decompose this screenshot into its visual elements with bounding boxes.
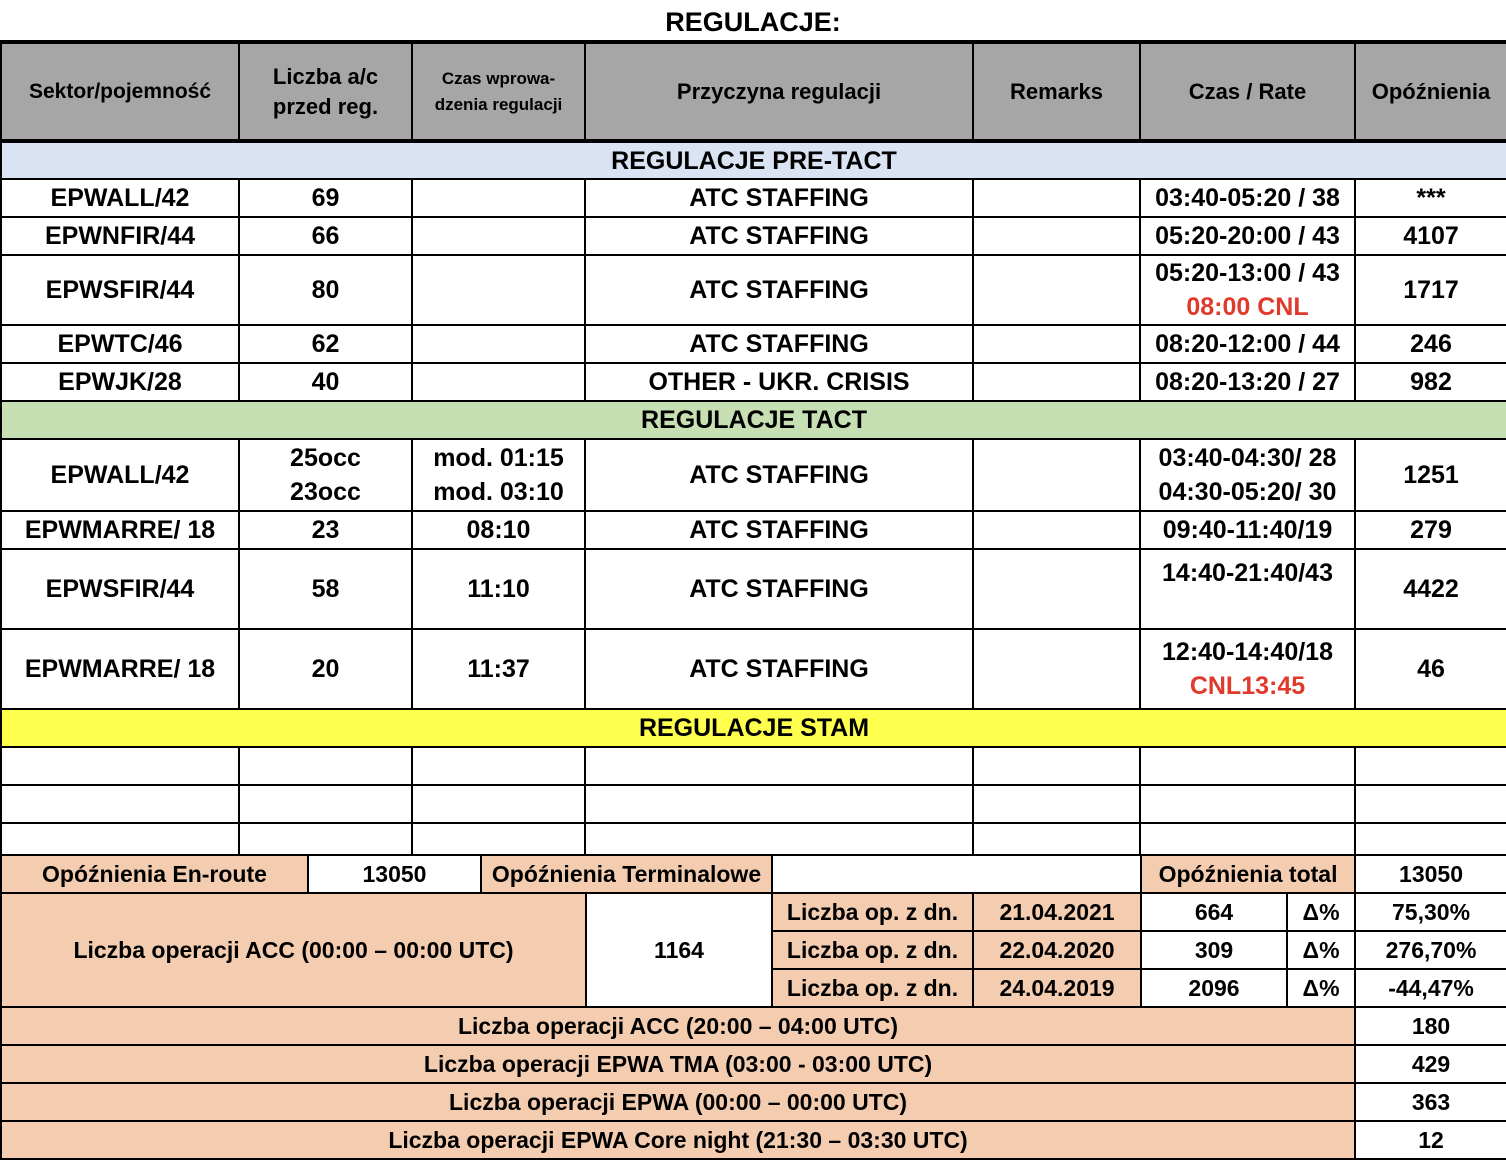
cell-rate: 08:20-12:00 / 44: [1140, 325, 1355, 363]
cell-count: 69: [239, 179, 412, 217]
header-count: [239, 42, 412, 141]
totals-row: [1, 1083, 1506, 1121]
cell-rate: 03:40-05:20 / 38: [1140, 179, 1355, 217]
comparison-date: 22.04.2020: [973, 931, 1141, 969]
table-row: [1, 255, 1506, 325]
cell-sector: EPWJK/28: [1, 363, 239, 401]
cell-rate: [1140, 255, 1355, 325]
cell-count: 62: [239, 325, 412, 363]
cell-count: 80: [239, 255, 412, 325]
cell-count: 23: [239, 511, 412, 549]
delta-label: Δ%: [1287, 931, 1355, 969]
header-count-line1: Liczba a/c: [272, 63, 379, 89]
acc-label: Liczba operacji ACC (00:00 – 00:00 UTC): [1, 893, 586, 1007]
cell-sector: EPWTC/46: [1, 325, 239, 363]
cell-rate: [1140, 439, 1355, 511]
cell-delay: 982: [1355, 363, 1506, 401]
cell-reason: ATC STAFFING: [585, 179, 973, 217]
cell-count: 58: [239, 549, 412, 629]
section-title-stam: REGULACJE STAM: [1, 709, 1506, 747]
cell-time: [412, 255, 585, 325]
totals-value: 429: [1355, 1045, 1506, 1083]
delta-value: -44,47%: [1355, 969, 1506, 1007]
cell-reason: ATC STAFFING: [585, 325, 973, 363]
cell-count: 66: [239, 217, 412, 255]
table-row: [1, 549, 1506, 629]
section-row-pretact: [1, 141, 1506, 179]
cell-rate: 14:40-21:40/43: [1140, 549, 1355, 629]
cell-rate: 05:20-20:00 / 43: [1140, 217, 1355, 255]
cell-reason: OTHER - UKR. CRISIS: [585, 363, 973, 401]
cell-reason: ATC STAFFING: [585, 629, 973, 709]
section-row-tact: [1, 401, 1506, 439]
cell-remarks: [973, 325, 1140, 363]
empty-cell: [1355, 785, 1506, 823]
empty-cell: [1140, 747, 1355, 785]
comparison-value: 309: [1141, 931, 1287, 969]
delta-label: Δ%: [1287, 893, 1355, 931]
header-remarks: Remarks: [973, 42, 1140, 141]
empty-cell: [1, 747, 239, 785]
section-row-stam: [1, 709, 1506, 747]
comparison-label: Liczba op. z dn.: [772, 893, 973, 931]
cell-remarks: [973, 439, 1140, 511]
empty-cell: [1140, 785, 1355, 823]
cell-delay: 46: [1355, 629, 1506, 709]
totals-label: Liczba operacji EPWA Core night (21:30 – 03:30 UTC): [1, 1121, 1355, 1159]
cell-remarks: [973, 629, 1140, 709]
summary-table: [0, 854, 1506, 1160]
cell-rate: 08:20-13:20 / 27: [1140, 363, 1355, 401]
comparison-date: 24.04.2019: [973, 969, 1141, 1007]
empty-cell: [1355, 747, 1506, 785]
terminal-label: Opóźnienia Terminalowe: [481, 855, 772, 893]
totals-row: [1, 1007, 1506, 1045]
total-value: 13050: [1355, 855, 1506, 893]
cell-count: 20: [239, 629, 412, 709]
header-rate: Czas / Rate: [1140, 42, 1355, 141]
cancel-note: 08:00 CNL: [1186, 293, 1309, 321]
cell-remarks: [973, 217, 1140, 255]
table-row: [1, 217, 1506, 255]
cell-reason: ATC STAFFING: [585, 511, 973, 549]
delta-value: 276,70%: [1355, 931, 1506, 969]
cell-sector: EPWSFIR/44: [1, 549, 239, 629]
totals-label: Liczba operacji ACC (20:00 – 04:00 UTC): [1, 1007, 1355, 1045]
cell-sector: EPWMARRE/ 18: [1, 629, 239, 709]
cell-time: [412, 217, 585, 255]
empty-cell: [1, 785, 239, 823]
enroute-value: 13050: [308, 855, 481, 893]
cell-reason: ATC STAFFING: [585, 255, 973, 325]
page-title: REGULACJE:: [665, 7, 841, 37]
header-time-line2: dzenia regulacji: [434, 94, 563, 114]
cell-time: [412, 179, 585, 217]
cancel-note: CNL13:45: [1189, 672, 1306, 700]
cell-time: 08:10: [412, 511, 585, 549]
total-label: Opóźnienia total: [1141, 855, 1355, 893]
totals-label: Liczba operacji EPWA (00:00 – 00:00 UTC): [1, 1083, 1355, 1121]
cell-remarks: [973, 363, 1140, 401]
table-row: [1, 325, 1506, 363]
comparison-value: 2096: [1141, 969, 1287, 1007]
cell-sector: EPWNFIR/44: [1, 217, 239, 255]
cell-delay: 1251: [1355, 439, 1506, 511]
cell-time: [412, 325, 585, 363]
acc-value: 1164: [586, 893, 772, 1007]
cell-count: 40: [239, 363, 412, 401]
rate-value: 05:20-13:00 / 43: [1155, 259, 1340, 287]
table-row: [1, 511, 1506, 549]
delta-value: 75,30%: [1355, 893, 1506, 931]
cell-count: [239, 439, 412, 511]
section-title-tact: REGULACJE TACT: [1, 401, 1506, 439]
delta-label: Δ%: [1287, 969, 1355, 1007]
totals-value: 180: [1355, 1007, 1506, 1045]
header-reason: Przyczyna regulacji: [585, 42, 973, 141]
terminal-value: [772, 855, 1141, 893]
rate-value: 04:30-05:20/ 30: [1158, 478, 1337, 506]
cell-delay: 4107: [1355, 217, 1506, 255]
totals-row: [1, 1121, 1506, 1159]
header-count-line2: przed reg.: [272, 93, 379, 119]
empty-cell: [239, 747, 412, 785]
cell-rate: [1140, 629, 1355, 709]
empty-row: [1, 785, 1506, 823]
header-time-line1: Czas wprowa-: [441, 68, 556, 88]
rate-value: 12:40-14:40/18: [1162, 638, 1333, 666]
totals-value: 12: [1355, 1121, 1506, 1159]
table-row: [1, 629, 1506, 709]
cell-sector: EPWSFIR/44: [1, 255, 239, 325]
totals-row: [1, 1045, 1506, 1083]
cell-remarks: [973, 511, 1140, 549]
cell-remarks: [973, 549, 1140, 629]
cell-reason: ATC STAFFING: [585, 439, 973, 511]
empty-cell: [973, 785, 1140, 823]
cell-remarks: [973, 255, 1140, 325]
cell-time: [412, 363, 585, 401]
time-value: mod. 03:10: [433, 478, 564, 506]
count-value: 25occ: [290, 444, 361, 472]
empty-cell: [585, 747, 973, 785]
header-time: [412, 42, 585, 141]
cell-time: 11:10: [412, 549, 585, 629]
totals-value: 363: [1355, 1083, 1506, 1121]
count-value: 23occ: [290, 478, 361, 506]
header-delays: Opóźnienia: [1355, 42, 1506, 141]
cell-sector: EPWALL/42: [1, 439, 239, 511]
empty-cell: [239, 785, 412, 823]
totals-label: Liczba operacji EPWA TMA (03:00 - 03:00 UTC): [1, 1045, 1355, 1083]
delays-row: [1, 855, 1506, 893]
section-title-pretact: REGULACJE PRE-TACT: [1, 141, 1506, 179]
table-row: [1, 363, 1506, 401]
empty-cell: [973, 747, 1140, 785]
cell-delay: 1717: [1355, 255, 1506, 325]
cell-delay: 246: [1355, 325, 1506, 363]
cell-reason: ATC STAFFING: [585, 549, 973, 629]
rate-value: 03:40-04:30/ 28: [1158, 444, 1337, 472]
cell-rate: 09:40-11:40/19: [1140, 511, 1355, 549]
header-sector: Sektor/pojemność: [1, 42, 239, 141]
comparison-label: Liczba op. z dn.: [772, 931, 973, 969]
empty-row: [1, 747, 1506, 785]
header-row: [1, 42, 1506, 141]
comparison-row: [1, 893, 1506, 931]
time-value: mod. 01:15: [433, 444, 564, 472]
enroute-label: Opóźnienia En-route: [1, 855, 308, 893]
table-row: [1, 439, 1506, 511]
cell-remarks: [973, 179, 1140, 217]
empty-cell: [585, 785, 973, 823]
regulations-table: [0, 40, 1506, 862]
cell-sector: EPWALL/42: [1, 179, 239, 217]
cell-delay: 4422: [1355, 549, 1506, 629]
comparison-date: 21.04.2021: [973, 893, 1141, 931]
empty-cell: [412, 747, 585, 785]
cell-delay: ***: [1355, 179, 1506, 217]
cell-time: [412, 439, 585, 511]
cell-delay: 279: [1355, 511, 1506, 549]
comparison-value: 664: [1141, 893, 1287, 931]
table-row: [1, 179, 1506, 217]
comparison-label: Liczba op. z dn.: [772, 969, 973, 1007]
cell-time: 11:37: [412, 629, 585, 709]
empty-cell: [412, 785, 585, 823]
cell-reason: ATC STAFFING: [585, 217, 973, 255]
cell-sector: EPWMARRE/ 18: [1, 511, 239, 549]
